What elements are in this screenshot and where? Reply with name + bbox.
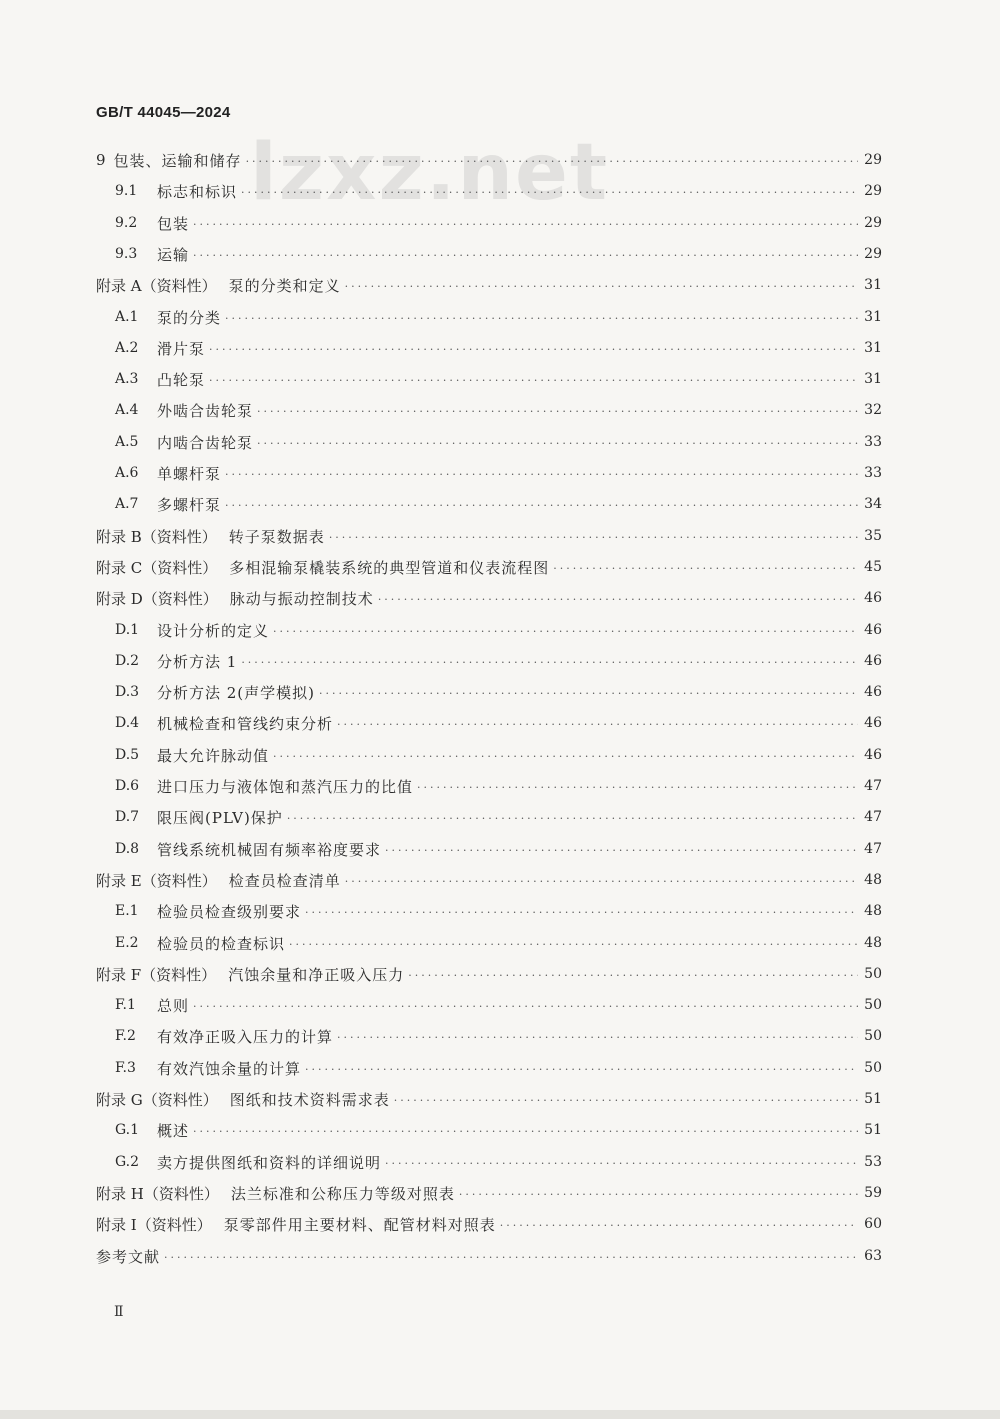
dot-leader	[193, 218, 858, 231]
dot-leader	[193, 1000, 858, 1013]
page-number-footer: Ⅱ	[114, 1304, 124, 1320]
toc-entry-page: 50	[864, 997, 882, 1013]
toc-entry-title: 汽蚀余量和净正吸入压力	[228, 965, 405, 984]
toc-entry-number: F.2	[115, 1028, 136, 1044]
toc-entry[interactable]	[115, 461, 882, 485]
toc-entry-page: 46	[864, 747, 882, 763]
toc-entry-title: 参考文献	[96, 1247, 161, 1266]
toc-entry[interactable]	[96, 1212, 882, 1236]
toc-entry-title: 运输	[157, 245, 190, 264]
toc-entry-title: 标志和标识	[157, 182, 238, 201]
toc-entry-number: D.6	[115, 778, 140, 794]
toc-entry-number: 附录 A（资料性）	[96, 276, 217, 295]
toc-entry-title: 多螺杆泵	[157, 495, 222, 514]
toc-entry[interactable]	[115, 430, 882, 454]
toc-entry-page: 45	[864, 559, 882, 575]
dot-leader	[241, 186, 858, 199]
toc-entry[interactable]	[115, 367, 882, 391]
dot-leader	[378, 593, 858, 606]
toc-entry[interactable]	[96, 524, 882, 548]
toc-entry-title: 检验员检查级别要求	[157, 902, 302, 921]
dot-leader	[273, 625, 858, 638]
dot-leader	[305, 906, 858, 919]
dot-leader	[289, 938, 858, 951]
dot-leader	[209, 374, 858, 387]
dot-leader	[273, 750, 858, 763]
toc-entry-number: 9.1	[115, 183, 138, 199]
toc-entry[interactable]	[115, 179, 882, 203]
toc-entry-number: A.5	[115, 434, 139, 450]
toc-entry-page: 46	[864, 653, 882, 669]
dot-leader	[337, 1031, 858, 1044]
toc-entry-title: 法兰标准和公称压力等级对照表	[230, 1184, 455, 1203]
toc-entry-title: 包装	[157, 214, 190, 233]
toc-entry-page: 31	[864, 340, 882, 356]
toc-entry-number: 附录 C（资料性）	[96, 558, 218, 577]
dot-leader	[225, 468, 858, 481]
dot-leader	[193, 249, 858, 262]
toc-entry-number: E.2	[115, 935, 139, 951]
toc-entry-page: 29	[864, 152, 882, 168]
toc-entry-number: D.3	[115, 684, 140, 700]
toc-entry-title: 转子泵数据表	[228, 527, 325, 546]
toc-entry-number: A.1	[115, 309, 139, 325]
toc-entry-page: 46	[864, 715, 882, 731]
toc-entry[interactable]	[115, 305, 882, 329]
toc-entry-title: 总则	[157, 996, 190, 1015]
toc-entry-number: 附录 H（资料性）	[96, 1184, 219, 1203]
toc-entry[interactable]	[96, 1181, 882, 1205]
toc-entry[interactable]	[96, 868, 882, 892]
toc-entry[interactable]	[115, 649, 882, 673]
toc-entry-page: 48	[864, 872, 882, 888]
toc-entry-page: 46	[864, 684, 882, 700]
toc-entry-title: 限压阀(PLV)保护	[157, 808, 283, 827]
toc-entry-page: 53	[864, 1154, 882, 1170]
toc-entry-number: G.2	[115, 1154, 140, 1170]
toc-entry-title: 有效汽蚀余量的计算	[157, 1059, 302, 1078]
toc-entry[interactable]	[115, 743, 882, 767]
toc-entry[interactable]	[96, 962, 882, 986]
toc-entry-page: 46	[864, 590, 882, 606]
toc-entry-number: A.2	[115, 340, 139, 356]
toc-entry-page: 47	[864, 809, 882, 825]
dot-leader	[553, 562, 858, 575]
document-id-header: GB/T 44045—2024	[96, 104, 231, 121]
toc-entry[interactable]	[115, 680, 882, 704]
toc-entry-number: F.3	[115, 1060, 136, 1076]
toc-entry-title: 泵的分类和定义	[228, 276, 341, 295]
toc-entry-page: 48	[864, 903, 882, 919]
toc-entry-title: 管线系统机械固有频率裕度要求	[157, 840, 382, 859]
toc-entry-number: F.1	[115, 997, 136, 1013]
toc-entry[interactable]	[115, 805, 882, 829]
toc-entry-number: 附录 B（资料性）	[96, 527, 217, 546]
toc-entry-title: 最大允许脉动值	[157, 746, 270, 765]
dot-leader	[417, 781, 858, 794]
toc-entry-page: 50	[864, 966, 882, 982]
dot-leader	[385, 1157, 858, 1170]
toc-entry-number: D.7	[115, 809, 140, 825]
toc-entry-page: 32	[864, 402, 882, 418]
toc-entry-page: 33	[864, 434, 882, 450]
toc-entry-page: 60	[864, 1216, 882, 1232]
dot-leader	[287, 812, 858, 825]
dot-leader	[225, 312, 858, 325]
toc-entry[interactable]	[115, 242, 882, 266]
toc-entry[interactable]	[96, 555, 882, 579]
toc-entry-title: 脉动与振动控制技术	[229, 589, 374, 608]
toc-entry-page: 31	[864, 277, 882, 293]
toc-entry[interactable]	[115, 1118, 882, 1142]
dot-leader	[193, 1125, 858, 1138]
toc-entry[interactable]	[96, 148, 882, 172]
toc-entry-page: 59	[864, 1185, 882, 1201]
dot-leader	[319, 687, 858, 700]
toc-entry-page: 29	[864, 183, 882, 199]
toc-entry-title: 包装、运输和储存	[113, 151, 242, 170]
toc-entry[interactable]	[115, 931, 882, 955]
toc-entry-number: D.8	[115, 841, 140, 857]
toc-entry-number: D.5	[115, 747, 140, 763]
toc-entry-page: 51	[864, 1122, 882, 1138]
toc-entry-page: 34	[864, 496, 882, 512]
dot-leader	[305, 1063, 858, 1076]
toc-entry[interactable]	[96, 1087, 882, 1111]
toc-entry-number: 9.3	[115, 246, 138, 262]
toc-entry-page: 31	[864, 309, 882, 325]
toc-entry[interactable]	[115, 1150, 882, 1174]
toc-entry-page: 48	[864, 935, 882, 951]
toc-entry-title: 泵零部件用主要材料、配管材料对照表	[223, 1215, 496, 1234]
toc-entry-title: 检验员的检查标识	[157, 934, 286, 953]
watermark: lzxz.net	[250, 128, 610, 218]
toc-entry-number: 9	[96, 151, 106, 169]
toc-entry-page: 51	[864, 1091, 882, 1107]
toc-entry-page: 47	[864, 778, 882, 794]
toc-entry[interactable]	[115, 618, 882, 642]
toc-entry-page: 35	[864, 528, 882, 544]
toc-entry-page: 29	[864, 215, 882, 231]
toc-entry-title: 设计分析的定义	[157, 621, 270, 640]
toc-entry-number: A.7	[115, 496, 139, 512]
dot-leader	[345, 875, 858, 888]
toc-entry-number: A.3	[115, 371, 139, 387]
toc-entry-page: 31	[864, 371, 882, 387]
toc-entry[interactable]	[96, 1244, 882, 1268]
toc-entry[interactable]	[96, 586, 882, 610]
toc-entry-title: 单螺杆泵	[157, 464, 222, 483]
toc-entry[interactable]	[115, 211, 882, 235]
toc-entry[interactable]	[115, 1056, 882, 1080]
toc-entry-number: D.2	[115, 653, 140, 669]
toc-entry-number: D.4	[115, 715, 140, 731]
toc-entry-number: 附录 E（资料性）	[96, 871, 217, 890]
toc-entry-title: 分析方法 2(声学模拟)	[157, 683, 316, 702]
toc-entry-page: 33	[864, 465, 882, 481]
bottom-edge	[0, 1410, 1000, 1419]
toc-entry[interactable]	[115, 837, 882, 861]
toc-entry-page: 63	[864, 1248, 882, 1264]
dot-leader	[225, 499, 858, 512]
toc-entry-page: 50	[864, 1060, 882, 1076]
toc-entry-number: E.1	[115, 903, 139, 919]
toc-entry-number: A.4	[115, 402, 139, 418]
toc-entry-title: 有效净正吸入压力的计算	[157, 1027, 334, 1046]
dot-leader	[337, 718, 858, 731]
toc-entry-title: 凸轮泵	[157, 370, 206, 389]
toc-entry-number: 9.2	[115, 215, 138, 231]
dot-leader	[345, 280, 858, 293]
toc-entry[interactable]	[115, 336, 882, 360]
toc-entry-title: 分析方法 1	[157, 652, 238, 671]
dot-leader	[500, 1219, 858, 1232]
dot-leader	[408, 969, 858, 982]
toc-entry-title: 多相混输泵橇装系统的典型管道和仪表流程图	[229, 558, 550, 577]
toc-entry-number: 附录 F（资料性）	[96, 965, 217, 984]
toc-entry-title: 外啮合齿轮泵	[157, 401, 254, 420]
dot-leader	[257, 405, 858, 418]
toc-entry[interactable]	[115, 993, 882, 1017]
toc-entry-title: 概述	[157, 1121, 190, 1140]
toc-entry-number: G.1	[115, 1122, 140, 1138]
toc-entry-title: 滑片泵	[157, 339, 206, 358]
toc-entry[interactable]	[115, 774, 882, 798]
toc-entry-title: 检查员检查清单	[228, 871, 341, 890]
dot-leader	[241, 656, 858, 669]
toc-entry-number: 附录 G（资料性）	[96, 1090, 218, 1109]
toc-entry-title: 卖方提供图纸和资料的详细说明	[157, 1153, 382, 1172]
dot-leader	[209, 343, 858, 356]
toc-entry-title: 进口压力与液体饱和蒸汽压力的比值	[157, 777, 414, 796]
toc-entry-number: 附录 I（资料性）	[96, 1215, 212, 1234]
dot-leader	[459, 1188, 858, 1201]
toc-entry-page: 29	[864, 246, 882, 262]
dot-leader	[329, 531, 858, 544]
toc-entry-page: 50	[864, 1028, 882, 1044]
toc-entry-page: 46	[864, 622, 882, 638]
toc-entry[interactable]	[115, 398, 882, 422]
dot-leader	[246, 155, 858, 168]
toc-entry-number: 附录 D（资料性）	[96, 589, 218, 608]
toc-entry-page: 47	[864, 841, 882, 857]
toc-entry-title: 机械检查和管线约束分析	[157, 714, 334, 733]
toc-entry[interactable]	[115, 711, 882, 735]
dot-leader	[385, 844, 858, 857]
toc-entry[interactable]	[115, 1024, 882, 1048]
toc-entry-number: D.1	[115, 622, 140, 638]
toc-entry-title: 泵的分类	[157, 308, 222, 327]
toc-entry-title: 图纸和技术资料需求表	[229, 1090, 390, 1109]
toc-entry[interactable]	[96, 273, 882, 297]
toc-entry-title: 内啮合齿轮泵	[157, 433, 254, 452]
dot-leader	[164, 1251, 858, 1264]
toc-entry-number: A.6	[115, 465, 139, 481]
toc-entry[interactable]	[115, 899, 882, 923]
dot-leader	[394, 1094, 858, 1107]
toc-entry[interactable]	[115, 492, 882, 516]
dot-leader	[257, 437, 858, 450]
